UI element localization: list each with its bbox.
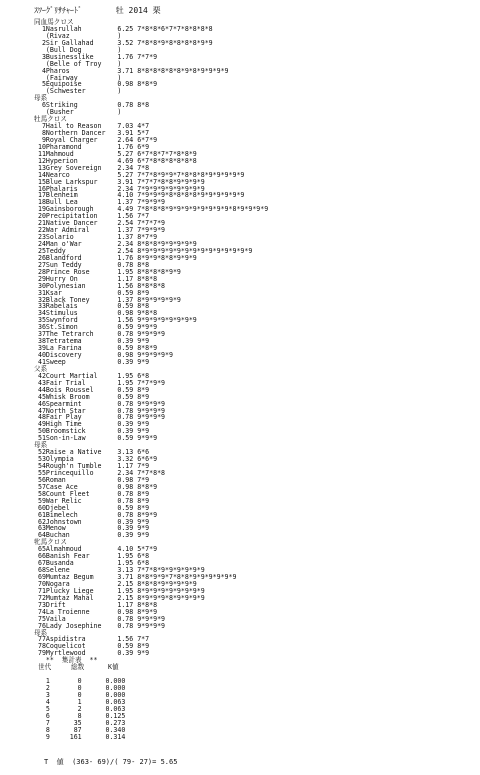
report-title: ｽﾜｰｸﾞﾘｻﾁｬｰﾄﾞ 牡 2014 栗 <box>34 6 161 15</box>
report-line: 67Busanda 1.95 6*8 <box>34 559 150 568</box>
report-line: 40Discovery 0.98 9*9*9*9*9 <box>34 351 173 359</box>
report-line: 7 35 0.273 <box>34 718 126 727</box>
report-line: 79Myrtlewood 0.39 9*9 <box>34 649 150 658</box>
report-line: 36St.Simon 0.59 9*9*9 <box>34 323 158 332</box>
report-line: 25Teddy 2.54 8*9*9*9*9*9*9*9*9*9*9*9*9*9*9 <box>34 246 253 255</box>
report-line: 18Bull Lea 1.37 7*9*9*9 <box>34 198 166 207</box>
inbreeding-report <box>34 19 268 741</box>
report-line: 17Blenheim 4.10 7*9*9*9*8*8*8*8*9*9*9*9*9*9 <box>34 191 245 200</box>
report-line: 1 0 0.000 <box>34 677 126 686</box>
t-value-line: T 値 (363- 69)/( 79- 27)= 5.65 <box>44 758 178 766</box>
report-line: 同血馬クロス <box>34 18 74 26</box>
report-line: 43Fair Trial 1.95 7*7*9*9 <box>34 378 166 387</box>
report-line: 47North Star 0.78 9*9*9*9 <box>34 406 166 415</box>
report-line: 牡馬クロス <box>34 115 67 124</box>
report-line: 5 2 0.063 <box>34 704 126 713</box>
report-line: 14Nearco 5.27 7*7*8*9*9*7*8*8*8*9*9*9*9*9 <box>34 170 245 179</box>
report-line: (Busher ) <box>34 108 122 117</box>
report-line: 30Polynesian 1.56 8*8*8*8 <box>34 281 166 290</box>
report-line: 26Blandford 1.76 8*9*9*8*8*9*9*9 <box>34 253 197 262</box>
report-line: 73Drift 1.17 8*8*8 <box>34 600 158 609</box>
report-line: 世代 総数 K値 <box>34 663 119 672</box>
report-line: 69Mumtaz Begum 3.71 8*8*9*9*7*8*8*9*9*9*9*9*9 <box>34 573 237 581</box>
report-line: 50Broomstick 0.39 9*9 <box>34 427 150 436</box>
report-line: 34Stimulus 0.98 9*8*8 <box>34 309 158 318</box>
report-line: 19Gainsborough 4.49 7*8*8*8*9*9*9*9*9*9*9*9*8*9*9*9*9 <box>34 205 269 214</box>
report-line: 39La Farina 0.59 8*8*9 <box>34 344 158 353</box>
report-line: 57Case Ace 0.98 8*8*9 <box>34 482 158 491</box>
report-line: 56Roman 0.98 7*9 <box>34 475 150 484</box>
report-line: 48Fair Play 0.78 9*9*9*9 <box>34 413 166 422</box>
report-line: 15Blue Larkspur 3.91 7*7*7*8*8*9*9*9*9 <box>34 177 205 186</box>
report-line: 31Ksar 0.59 8*9 <box>34 288 150 297</box>
report-line: 45Whisk Broom 0.59 8*9 <box>34 392 150 401</box>
report-line: 62Johnstown 0.39 9*9 <box>34 517 150 526</box>
report-line: 3 0 0.000 <box>34 690 126 699</box>
report-line: 27Sun Teddy 0.78 8*8 <box>34 260 150 269</box>
report-line: 66Banish Fear 1.95 6*8 <box>34 552 150 561</box>
report-line: 44Bois Roussel 0.59 8*9 <box>34 385 150 394</box>
report-line: 46Spearmint 0.78 9*9*9*9 <box>34 399 166 408</box>
report-line: 60Djebel 0.59 8*9 <box>34 503 150 512</box>
report-line: (Rivaz ) <box>34 31 122 40</box>
report-line: 74La Troienne 0.98 8*9*9 <box>34 607 158 616</box>
report-line: 33Rabelais 0.59 8*8 <box>34 302 150 311</box>
report-line: 1Nasrullah 6.25 7*8*8*6*7*7*8*8*8*8 <box>34 24 213 33</box>
report-line: 53Olympia 3.32 6*6*9 <box>34 455 158 464</box>
report-line: 22War Admiral 1.37 7*9*9*9 <box>34 226 166 235</box>
report-line: 8 87 0.340 <box>34 725 126 734</box>
report-line: (Fairway ) <box>34 73 122 82</box>
report-line: 68Selene 3.13 7*7*8*9*9*9*9*9*9 <box>34 566 205 575</box>
report-line: 75Vaila 0.78 9*9*9*9 <box>34 614 166 623</box>
report-line: 41Sweep 0.39 9*9 <box>34 357 150 366</box>
report-line: 52Raise a Native 3.13 6*6 <box>34 448 150 457</box>
report-line: 72Mumtaz Mahal 2.15 8*9*9*9*8*9*9*9*9 <box>34 593 205 602</box>
report-line: 10Pharamond 1.76 6*9 <box>34 142 150 151</box>
report-line: 51Son-in-Law 0.59 9*9*9 <box>34 434 158 443</box>
report-line: 母系 <box>34 94 48 103</box>
report-line: 28Prince Rose 1.95 8*8*8*8*9*9 <box>34 267 181 276</box>
report-line: 32Black Toney 1.37 8*9*9*9*9*9 <box>34 295 181 304</box>
report-line: ** 集計表 ** <box>34 656 98 665</box>
report-line: 49High Time 0.39 9*9 <box>34 420 150 429</box>
report-line: 7Hail to Reason 7.03 4*7 <box>34 122 150 131</box>
report-line: 59War Relic 0.78 8*9 <box>34 496 150 505</box>
report-line: 6 8 0.125 <box>34 711 126 720</box>
report-line: 12Hyperion 4.69 6*7*8*8*8*8*8*8 <box>34 156 197 165</box>
report-line: 2 0 0.000 <box>34 684 126 692</box>
report-line: 42Court Martial 1.95 6*8 <box>34 371 150 380</box>
report-line: (Schwester ) <box>34 87 122 96</box>
report-line: 38Tetratema 0.39 9*9 <box>34 337 150 346</box>
report-line: 4Pharos 3.71 8*8*8*8*8*8*9*8*9*9*9*9 <box>34 66 229 75</box>
report-line: 61Bimelech 0.78 8*9*9 <box>34 510 158 519</box>
report-line: 3Businesslike 1.76 7*7*9 <box>34 52 158 61</box>
report-line: 母系 <box>34 628 48 637</box>
report-line: 65Almahmoud 4.10 5*7*9 <box>34 545 158 554</box>
report-line: 20Precipitation 1.56 7*7 <box>34 212 150 221</box>
report-line: 5Equipoise 0.98 8*8*9 <box>34 80 158 89</box>
report-line: 70Nogara 2.15 8*8*8*9*9*9*9*9 <box>34 579 197 588</box>
report-line: 8Northern Dancer 3.91 5*7 <box>34 129 150 137</box>
report-line: 2Sir Gallahad 3.52 7*8*8*9*8*8*8*8*9*9 <box>34 38 213 47</box>
report-line: 55Princequillo 2.34 7*7*8*8 <box>34 468 166 477</box>
report-line: 37The Tetrarch 0.78 9*9*9*9 <box>34 330 166 339</box>
report-line: 9Royal Charger 2.64 6*7*9 <box>34 135 158 144</box>
report-line: 76Lady Josephine 0.78 9*9*9*9 <box>34 621 166 630</box>
report-line: 母系 <box>34 441 48 450</box>
report-line: 64Buchan 0.39 9*9 <box>34 531 150 540</box>
report-line: (Belle of Troy ) <box>34 59 122 68</box>
report-line: (Bull Dog ) <box>34 45 122 54</box>
report-line: 29Hurry On 1.17 8*8*8 <box>34 274 158 283</box>
report-line: 牝馬クロス <box>34 538 67 547</box>
report-line: 11Mahmoud 5.27 6*7*8*7*7*8*8*9 <box>34 149 197 158</box>
report-line: 58Count Fleet 0.78 8*9 <box>34 489 150 498</box>
report-line: 6Striking 0.78 8*8 <box>34 101 150 110</box>
report-line: 4 1 0.063 <box>34 697 126 706</box>
report-line: 21Native Dancer 2.54 7*7*7*9 <box>34 219 166 228</box>
report-line: 9 161 0.314 <box>34 732 126 741</box>
report-line: 78Coquelicot 0.59 8*9 <box>34 642 150 651</box>
report-line: 63Menow 0.39 9*9 <box>34 524 150 533</box>
report-line: 24Man o'War 2.34 8*8*8*9*9*9*9*9 <box>34 240 197 248</box>
report-line: 71Plucky Liege 1.95 8*9*9*9*9*9*9*9*9 <box>34 586 205 595</box>
report-line: 77Aspidistra 1.56 7*7 <box>34 635 150 644</box>
report-line: 16Phalaris 2.34 7*9*9*9*9*9*9*9*9 <box>34 184 205 193</box>
report-line: 54Rough'n Tumble 1.17 7*9 <box>34 462 150 470</box>
report-line: 父系 <box>34 364 48 373</box>
report-line: 13Grey Sovereign 2.34 7*8 <box>34 163 150 172</box>
report-line: 23Solario 1.37 8*7*9 <box>34 233 158 242</box>
report-line: 35Swynford 1.56 9*9*9*9*9*9*9*9 <box>34 316 197 325</box>
